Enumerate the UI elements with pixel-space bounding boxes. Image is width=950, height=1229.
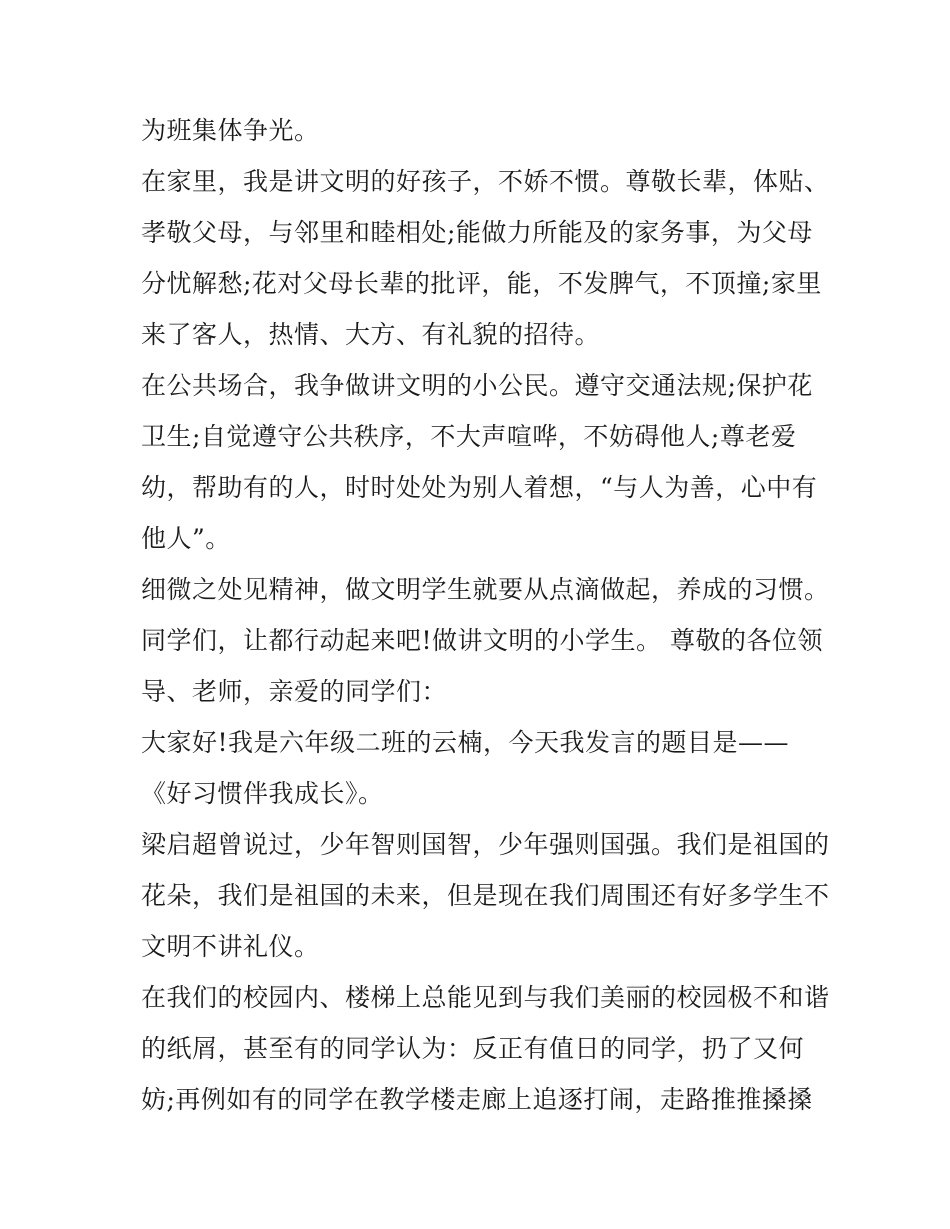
text-line: 在公共场合，我争做讲文明的小公民。遵守交通法规;保护花 [141,371,813,400]
text-line: 为班集体争光。 [141,116,320,145]
text-line: 大家好!我是六年级二班的云楠，今天我发言的题目是—— [141,728,790,757]
text-line: 孝敬父母，与邻里和睦相处;能做力所能及的家务事，为父母 [141,218,813,247]
text-line: 同学们，让都行动起来吧!做讲文明的小学生。 尊敬的各位领 [141,626,823,655]
text-line: 细微之处见精神，做文明学生就要从点滴做起，养成的习惯。 [141,575,830,604]
text-line: 的纸屑，甚至有的同学认为：反正有值日的同学，扔了又何 [141,1034,805,1063]
text-line: 他人”。 [141,524,231,553]
text-line: 分忧解愁;花对父母长辈的批评，能，不发脾气，不顶撞;家里 [141,269,822,298]
text-line: 在我们的校园内、楼梯上总能见到与我们美丽的校园极不和谐 [141,983,830,1012]
text-line: 幼，帮助有的人，时时处处为别人着想，“与人为善，心中有 [141,473,818,502]
text-line: 来了客人，热情、大方、有礼貌的招待。 [141,320,601,349]
text-line: 导、老师，亲爱的同学们： [141,677,448,706]
text-line: 文明不讲礼仪。 [141,932,320,961]
text-line: 《好习惯伴我成长》。 [141,779,384,808]
text-line: 梁启超曾说过，少年智则国智，少年强则国强。我们是祖国的 [141,830,830,859]
text-line: 花朵，我们是祖国的未来，但是现在我们周围还有好多学生不 [141,881,830,910]
body-text [141,105,830,1125]
text-line: 妨;再例如有的同学在教学楼走廊上追逐打闹，走路推推搡搡 [141,1085,813,1114]
text-line: 在家里，我是讲文明的好孩子，不娇不惯。尊敬长辈，体贴、 [141,167,830,196]
text-line: 卫生;自觉遵守公共秩序，不大声喧哗，不妨碍他人;尊老爱 [141,422,797,451]
